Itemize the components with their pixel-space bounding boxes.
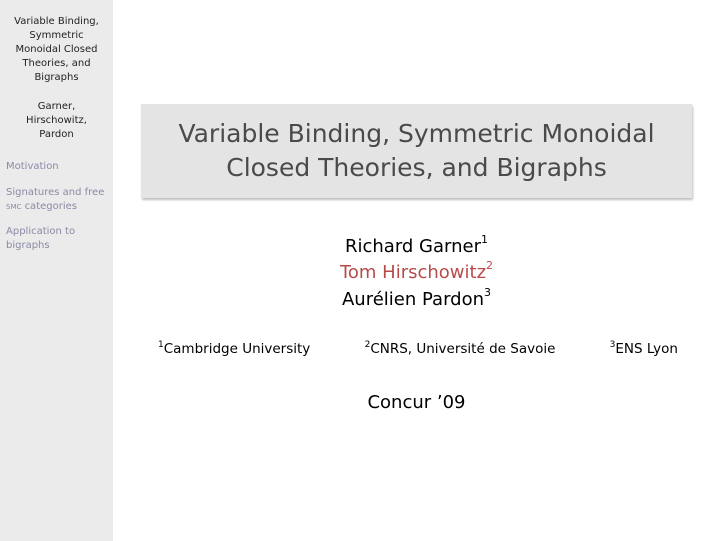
nav-smc-label: smc [6,201,22,212]
affiliation-name: CNRS, Université de Savoie [370,341,556,357]
title-line-1: Variable Binding, Symmetric Monoidal [178,119,655,148]
affiliation-mark: 3 [609,339,616,350]
author-affiliation-mark: 1 [481,233,489,246]
sidebar-author-line: Garner, [37,101,76,112]
sidebar-title-line: Symmetric [29,30,84,41]
nav-application-label-line2: bigraphs [6,240,50,251]
author-name: Richard Garner [344,236,482,257]
title-line-2: Closed Theories, and Bigraphs [226,153,607,182]
author-pardon [141,288,692,312]
nav-categories-label: categories [24,201,77,212]
author-name: Aurélien Pardon [341,289,484,310]
sidebar-author-line: Hirschowitz, [26,115,87,126]
conference-label: Concur ’09 [367,392,466,413]
affiliation-name: Cambridge University [163,341,311,357]
sidebar-title-line: Bigraphs [34,72,79,83]
affiliation-ens-lyon [610,341,678,357]
affiliation-cnrs [365,341,556,357]
affiliation-cambridge [158,341,310,357]
affiliation-mark: 2 [364,339,371,350]
nav-signatures-label-line2 [6,200,110,214]
author-hirschowitz [141,261,692,285]
nav-motivation-label: Motivation [6,161,59,172]
nav-application-to-bigraphs[interactable] [6,225,110,253]
nav-signatures-free-smc-categories[interactable] [6,186,110,214]
sidebar-short-title [0,15,113,85]
sidebar-short-authors [0,100,113,142]
author-name: Tom Hirschowitz [339,262,487,283]
author-affiliation-mark: 3 [484,286,491,299]
nav-motivation[interactable] [6,160,110,174]
author-garner [141,235,692,259]
sidebar-title-line: Variable Binding, [14,16,99,27]
nav-signatures-label: Signatures and free [6,187,105,198]
sidebar-title-line: Theories, and [22,58,91,69]
sidebar-title-line: Monoidal Closed [15,44,98,55]
author-affiliation-mark: 2 [486,259,494,272]
affiliations [158,341,678,357]
title-block [141,104,692,198]
sidebar-author-line: Pardon [39,129,74,140]
affiliation-name: ENS Lyon [615,341,678,357]
affiliation-mark: 1 [158,339,164,350]
nav-application-label: Application to [6,226,76,237]
sidebar [0,0,113,541]
